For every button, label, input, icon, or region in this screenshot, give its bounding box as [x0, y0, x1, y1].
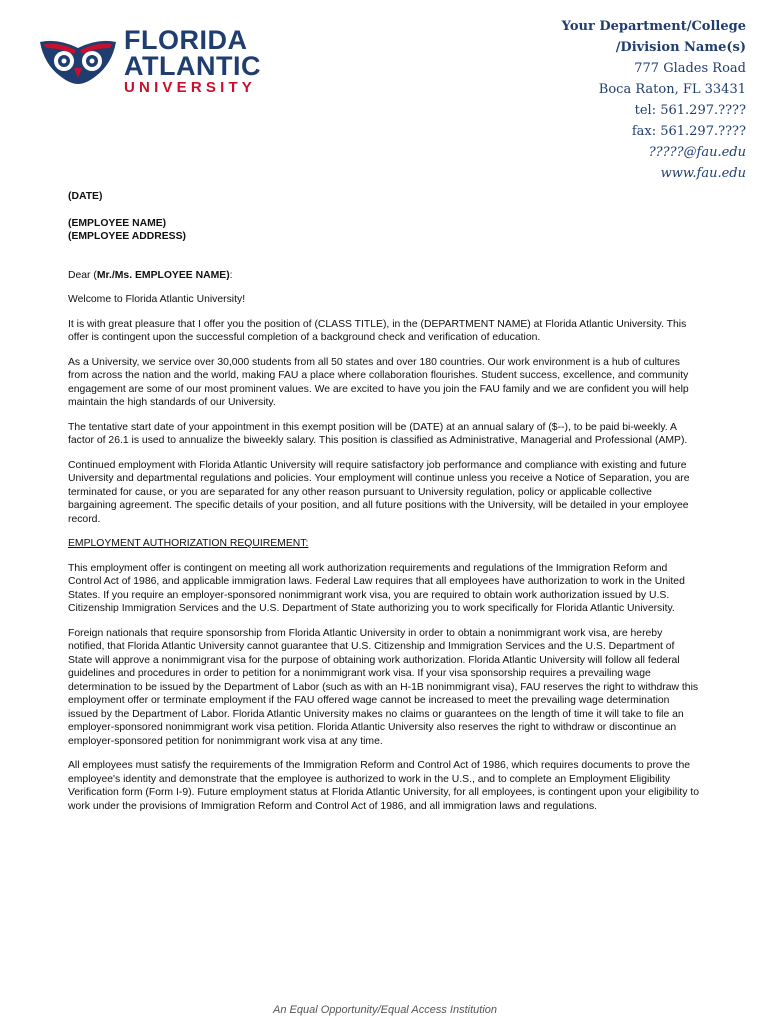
paragraph-continued-employment: Continued employment with Florida Atlantic University will require satisfactory job performance and compliance with existing and future University and departmental regulations and policies. Your employment will continue unless you receive a Notice of Separation, you are terminated for cause, or you are separated for any other reason pursuant to University regulation, policy or applicable collective bargaining agreement. The specific details of your position, and all future positions with the University, will be detailed in your employee record. [68, 459, 690, 525]
paragraph-work-authorization: This employment offer is contingent on meeting all work authorization requirements and regulations of the Immigration Reform and Control Act of 1986, and applicable immigration laws. Federal Law requires that all employees have authorization to work in the United States. If you require an employer-sponsored nonimmigrant work visa, you are required to obtain work authorization issued by U.S. Citizenship Immigration Services and the U.S. Department of State authorizing you to work specifically for Florida Atlantic University. [68, 562, 685, 614]
salutation [68, 269, 700, 283]
section-heading-authorization: EMPLOYMENT AUTHORIZATION REQUIREMENT: [68, 538, 309, 549]
welcome-line: Welcome to Florida Atlantic University! [68, 294, 246, 305]
fau-logo [38, 26, 288, 98]
footer-tagline: An Equal Opportunity/Equal Access Institution [273, 1004, 497, 1016]
telephone: tel: 561.297.???? [634, 103, 746, 118]
street-address: 777 Glades Road [634, 61, 746, 76]
employee-address: (EMPLOYEE ADDRESS) [68, 231, 186, 242]
paragraph-start-date: The tentative start date of your appointment in this exempt position will be (DATE) at an annual salary of ($--), to be paid bi-weekly. A factor of 26.1 is used to annualize the biweekly salary. This position is classified as Administrative, Managerial and Professional (AMP). [68, 421, 688, 446]
department-name: Your Department/College [561, 19, 746, 34]
paragraph-university: As a University, we service over 30,000 students from all 50 states and over 180 countries. Our work environment is a hub of cultures from across the nation and the world, making FAU a place where collaboration flourishes. Student success, excellence, and community engagement are some of our most prominent values. We are excited to have you join the FAU family and we are confident you will help maintain the high standards of our University. [68, 356, 689, 408]
logo-atlantic: ATLANTIC [124, 51, 261, 81]
employee-name: (EMPLOYEE NAME) [68, 217, 167, 229]
salutation-name: Mr./Ms. EMPLOYEE NAME) [96, 269, 230, 281]
logo-florida: FLORIDA [124, 25, 248, 55]
salutation-suffix: : [229, 269, 233, 281]
division-name: /Division Name(s) [615, 40, 746, 55]
email-link[interactable]: ?????@fau.edu [648, 145, 746, 160]
owl-icon [38, 36, 118, 86]
paragraph-offer: It is with great pleasure that I offer you the position of (CLASS TITLE), in the (DEPARTMENT NAME) at Florida Atlantic University. This offer is contingent upon the successful completion of a background check and verification of education. [68, 318, 687, 343]
fax: fax: 561.297.???? [631, 124, 746, 139]
letter-date: (DATE) [68, 191, 103, 202]
logo-university: UNIVERSITY [124, 79, 257, 96]
city-state-zip: Boca Raton, FL 33431 [598, 82, 746, 97]
offer-letter-body [68, 190, 700, 824]
website-link[interactable]: www.fau.edu [660, 166, 746, 181]
department-address-block [562, 16, 746, 184]
paragraph-immigration-reform: All employees must satisfy the requirements of the Immigration Reform and Control Act of 1986, which requires documents to prove the employee's identity and demonstrate that the employee is authorized to work in the U.S., and to complete an Employment Eligibility Verification form (Form I-9). Future employment status at Florida Atlantic University, for all employees, is contingent upon your eligibility to work under the provisions of Immigration Reform and Control Act of 1986, and all immigration laws and regulations. [68, 760, 700, 812]
salutation-prefix: Dear ( [68, 269, 97, 281]
paragraph-foreign-nationals: Foreign nationals that require sponsorship from Florida Atlantic University in order to obtain a nonimmigrant work visa, are hereby notified, that Florida Atlantic University cannot guarantee that U.S. Citizenship and Immigration Services and the U.S. Department of State will approve a nonimmigrant visa for the purpose of obtaining work authorization. Florida Atlantic University will follow all federal guidelines and procedures in order to petition for a nonimmigrant work visa. If your visa sponsorship requires a prevailing wage determination to be issued by the Department of Labor (such as with an H-1B nonimmigrant visa), FAU reserves the right to withdraw this employment offer or terminate employment if the FAU offered wage cannot be increased to meet the prevailing wage determination issued by the Department of Labor. Florida Atlantic University makes no claims or guarantees on the length of time it will take to file an employer-sponsored nonimmigrant work visa petition. Florida Atlantic University also reserves the right to withdraw or discontinue an employer-sponsored petition for nonimmigrant work visa at any time. [68, 627, 699, 747]
